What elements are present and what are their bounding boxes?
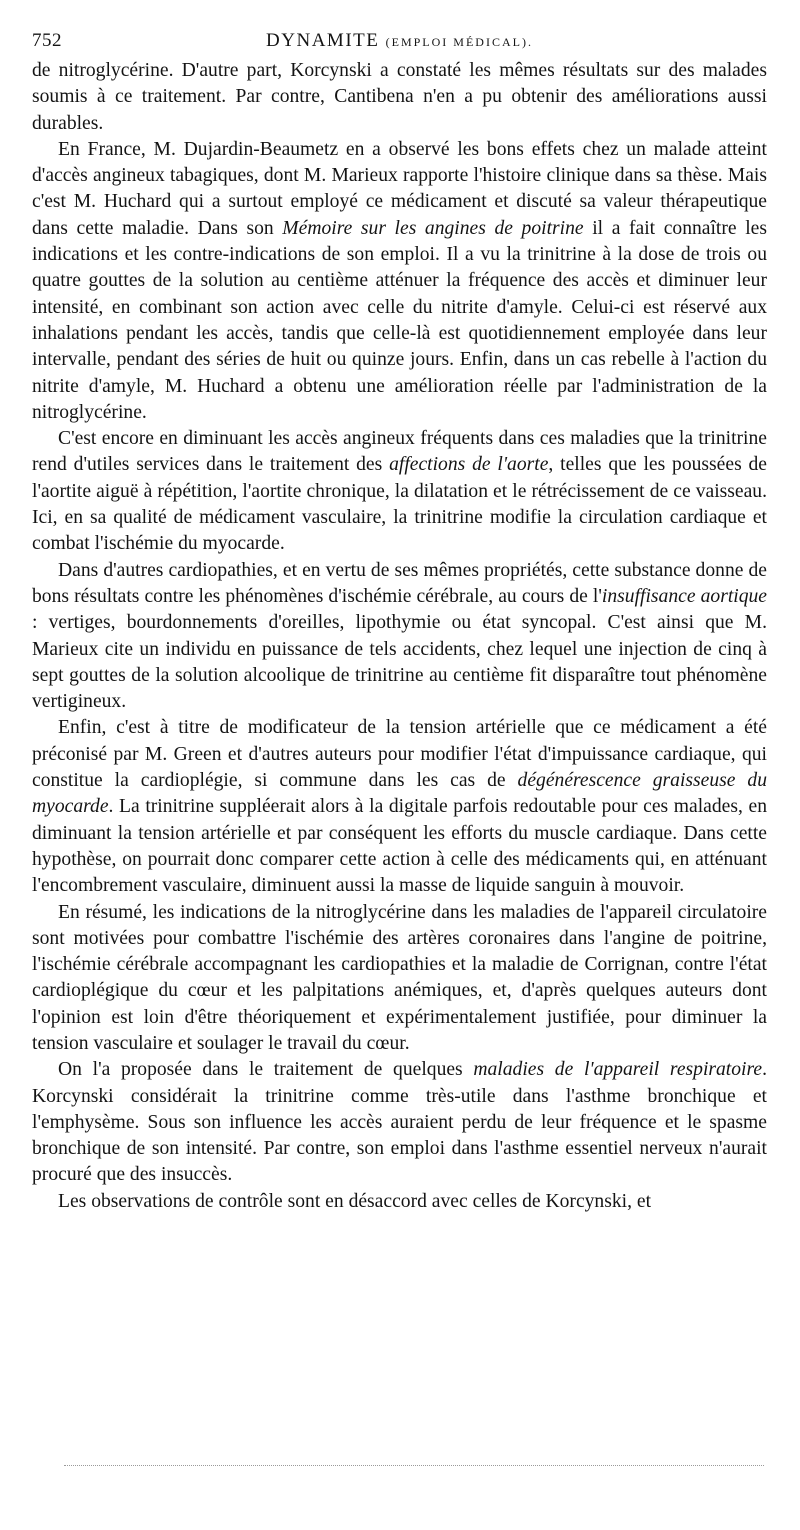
paragraph	[32, 137, 767, 426]
document-page	[32, 28, 767, 1215]
running-header	[32, 28, 767, 54]
text-run: En résumé, les indications de la nitroglycérine dans les maladies de l'appareil circulatoire sont motivées pour combattre l'ischémie des artères coronaires dans l'angine de poitrine, l'ischémie cérébrale accompagnant les cardiopathies et la maladie de Corrignan, contre l'état cardioplégique du cœur et les palpitations anémiques, et, d'après quelques auteurs dont l'opinion est loin d'être théoriquement et expérimentalement justifiée, pour diminuer la tension vasculaire et soulager le travail du cœur.	[32, 901, 767, 1054]
text-run: de nitroglycérine. D'autre part, Korcynski a constaté les mêmes résultats sur des malades soumis à ce traitement. Par contre, Cantibena n'en a pu obtenir des améliorations aussi durables.	[32, 60, 767, 134]
text-run: : vertiges, bourdonnements d'oreilles, lipothymie ou état syncopal. C'est ainsi que M. Marieux cite un individu en puissance de tels accidents, chez lequel une injection de cinq à sept gouttes de la solution alcoolique de trinitrine au centième fit disparaître tout phénomène vertigineux.	[32, 612, 767, 713]
text-run: En France, M. Dujardin-Beaumetz en a observé les bons effets chez un malade atteint d'accès angineux tabagiques, dont M. Marieux rapporte l'histoire clinique dans sa thèse. Mais c'est M. Huchard qui a surtout employé ce médicament et discuté sa valeur thérapeutique dans cette maladie. Dans son	[32, 138, 767, 239]
text-run: Enfin, c'est à titre de modificateur de la tension artérielle que ce médicament a été préconisé par M. Green et d'autres auteurs pour modifier l'état d'impuissance cardiaque, qui constitue la cardioplégie, si commune dans les cas de	[32, 717, 767, 792]
paragraph	[32, 900, 767, 1058]
running-title-main: DYNAMITE	[266, 30, 380, 51]
footer-divider	[64, 1465, 764, 1466]
italic-phrase: affections de l'aorte	[389, 454, 549, 476]
paragraph	[32, 426, 767, 557]
page-number: 752	[32, 30, 62, 51]
text-run: Dans d'autres cardiopathies, et en vertu de ses mêmes propriétés, cette substance donne de bons résultats contre les phénomènes d'ischémie cérébrale, au cours de l'	[32, 559, 767, 607]
paragraph	[32, 558, 767, 716]
text-run: C'est encore en diminuant les accès angineux fréquents dans ces maladies que la trinitrine rend d'utiles services dans le traitement des	[32, 428, 767, 476]
paragraph	[32, 1189, 767, 1215]
running-title-subtitle: (EMPLOI MÉDICAL).	[385, 35, 533, 49]
italic-phrase: dégénérescence graisseuse du myocarde	[32, 770, 767, 818]
text-run: . Korcynski considérait la trinitrine comme très-utile dans l'asthme bronchique et l'emphysème. Sous son influence les accès auraient perdu de leur fréquence et le spasme bronchique de son intensité. Par contre, son emploi dans l'asthme essentiel nerveux n'aurait procuré que des insuccès.	[32, 1059, 767, 1186]
text-run: , telles que les poussées de l'aortite aiguë à répétition, l'aortite chronique, la dilatation et le rétrécissement de ce vaisseau. Ici, en sa qualité de médicament vasculaire, la trinitrine modifie la circulation cardiaque et combat l'ischémie du myocarde.	[32, 454, 768, 555]
text-run: Les observations de contrôle sont en désaccord avec celles de Korcynski, et	[58, 1190, 652, 1212]
paragraph	[32, 58, 767, 137]
paragraph	[32, 1057, 767, 1188]
text-run: il a fait connaître les indications et les contre-indications de son emploi. Il a vu la trinitrine à la dose de trois ou quatre gouttes de la solution au centième atténuer la fréquence des accès et diminuer leur intensité, en combinant son action avec celle du nitrite d'amyle. Celui-ci est réservé aux inhalations pendant les accès, tandis que celle-là est quotidiennement employée dans leur intervalle, pendant des séries de huit ou quinze jours. Enfin, dans un cas rebelle à l'action du nitrite d'amyle, M. Huchard a obtenu une amélioration réelle par l'administration de la nitroglycérine.	[32, 217, 767, 423]
text-run: . La trinitrine suppléerait alors à la digitale parfois redoutable pour ces malades, en diminuant la tension artérielle et par conséquent les efforts du muscle cardiaque. Dans cette hypothèse, on pourrait donc comparer cette action à celle des médicaments qui, en atténuant l'encombrement vasculaire, diminuent aussi la masse de liquide sanguin à mouvoir.	[32, 796, 767, 897]
italic-phrase: maladies de l'appareil respiratoire	[473, 1059, 763, 1081]
running-title	[32, 30, 767, 52]
text-run: On l'a proposée dans le traitement de quelques	[58, 1059, 474, 1081]
body-text	[32, 58, 767, 1215]
italic-phrase: Mémoire sur les angines de poitrine	[282, 217, 584, 239]
paragraph	[32, 715, 767, 899]
italic-phrase: insuffisance aortique	[601, 585, 767, 607]
